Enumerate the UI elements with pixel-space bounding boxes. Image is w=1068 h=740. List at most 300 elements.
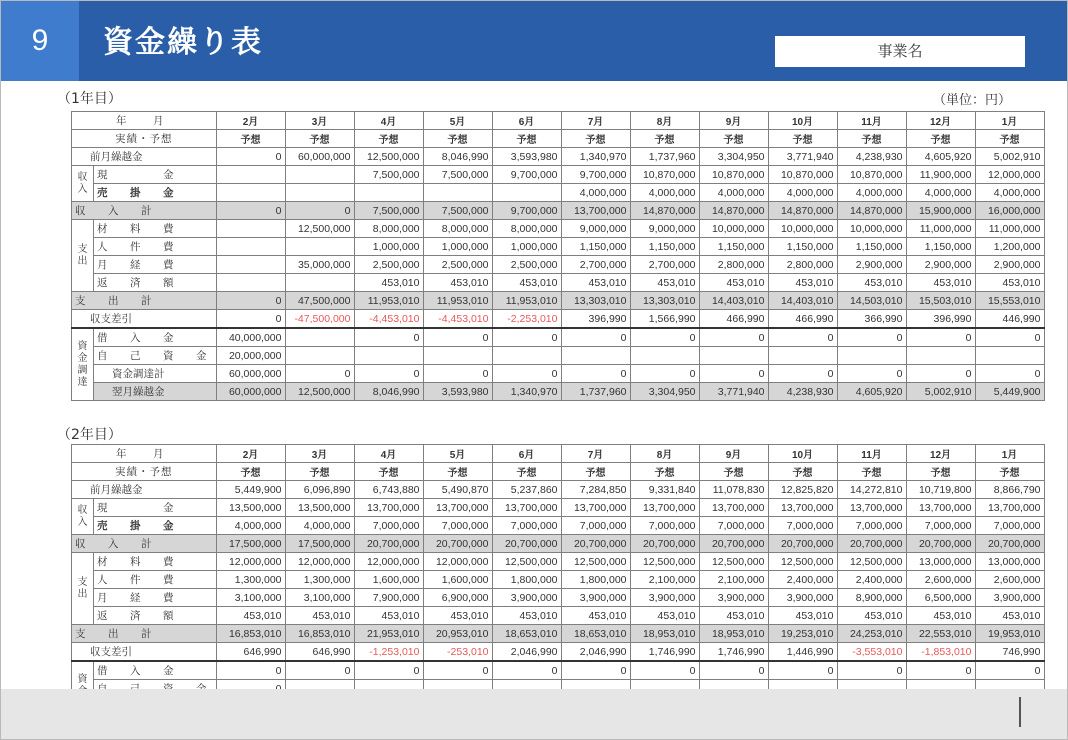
value-cell: 18,653,010 — [561, 625, 630, 643]
row-label-expense-total: 支 出 計 — [72, 625, 217, 643]
value-cell: 4,605,920 — [906, 148, 975, 166]
value-cell: 7,000,000 — [906, 517, 975, 535]
value-cell: 0 — [699, 365, 768, 383]
value-cell: 4,000,000 — [285, 517, 354, 535]
row-label-labor: 人 件 費 — [94, 571, 217, 589]
value-cell — [975, 347, 1044, 365]
value-cell: 5,449,900 — [975, 383, 1044, 401]
value-cell: 8,866,790 — [975, 481, 1044, 499]
value-cell: 20,700,000 — [975, 535, 1044, 553]
value-cell: 8,046,990 — [354, 383, 423, 401]
value-cell — [630, 347, 699, 365]
value-cell — [768, 347, 837, 365]
row-income-total — [72, 535, 1045, 553]
value-cell: 12,500,000 — [768, 553, 837, 571]
value-cell: 12,500,000 — [699, 553, 768, 571]
value-cell: 13,000,000 — [975, 553, 1044, 571]
value-cell: 0 — [561, 661, 630, 680]
value-cell: 1,340,970 — [492, 383, 561, 401]
row-label-material: 材 料 費 — [94, 553, 217, 571]
value-cell: 3,900,000 — [699, 589, 768, 607]
month-header: 6月 — [492, 445, 561, 463]
value-cell: 19,953,010 — [975, 625, 1044, 643]
value-cell: 17,500,000 — [285, 535, 354, 553]
value-cell: 453,010 — [837, 274, 906, 292]
value-cell — [285, 347, 354, 365]
value-cell: 0 — [285, 202, 354, 220]
value-cell: 13,700,000 — [492, 499, 561, 517]
forecast-label: 予想 — [423, 130, 492, 148]
value-cell: 11,078,830 — [699, 481, 768, 499]
value-cell: 13,700,000 — [561, 499, 630, 517]
fund-group-label: 資 — [72, 661, 94, 734]
value-cell: 0 — [906, 661, 975, 680]
value-cell: 0 — [216, 148, 285, 166]
value-cell: 0 — [216, 202, 285, 220]
forecast-label: 予想 — [630, 130, 699, 148]
value-cell: 9,700,000 — [492, 202, 561, 220]
value-cell: 366,990 — [837, 310, 906, 329]
value-cell: 14,870,000 — [699, 202, 768, 220]
value-cell: 7,000,000 — [423, 517, 492, 535]
value-cell: 0 — [768, 661, 837, 680]
value-cell: 0 — [699, 328, 768, 347]
value-cell: 7,500,000 — [423, 202, 492, 220]
row-monthly — [72, 256, 1045, 274]
value-cell: 12,500,000 — [492, 553, 561, 571]
value-cell: 0 — [285, 365, 354, 383]
value-cell: 14,870,000 — [837, 202, 906, 220]
value-cell: 1,150,000 — [837, 238, 906, 256]
row-label-cash: 現 金 — [94, 166, 217, 184]
value-cell: 4,000,000 — [906, 184, 975, 202]
type-label: 実績・予想 — [72, 463, 217, 481]
value-cell: 4,000,000 — [768, 184, 837, 202]
row-receivable — [72, 517, 1045, 535]
value-cell: 13,700,000 — [768, 499, 837, 517]
month-header: 3月 — [285, 445, 354, 463]
value-cell: 4,238,930 — [768, 383, 837, 401]
value-cell: 2,100,000 — [699, 571, 768, 589]
value-cell: 3,900,000 — [630, 589, 699, 607]
value-cell: 20,700,000 — [492, 535, 561, 553]
value-cell: 8,900,000 — [837, 589, 906, 607]
value-cell: 16,000,000 — [975, 202, 1044, 220]
value-cell: 2,800,000 — [768, 256, 837, 274]
value-cell: 646,990 — [216, 643, 285, 662]
value-cell: 3,900,000 — [561, 589, 630, 607]
value-cell: 20,700,000 — [423, 535, 492, 553]
value-cell: 13,700,000 — [423, 499, 492, 517]
value-cell: 1,746,990 — [699, 643, 768, 662]
value-cell — [354, 347, 423, 365]
value-cell: 5,002,910 — [906, 383, 975, 401]
row-label-balance: 収支差引 — [72, 310, 217, 329]
row-own — [72, 347, 1045, 365]
value-cell: 6,900,000 — [423, 589, 492, 607]
value-cell: 8,000,000 — [492, 220, 561, 238]
value-cell: 0 — [906, 365, 975, 383]
value-cell: 13,700,000 — [975, 499, 1044, 517]
value-cell: 1,737,960 — [561, 383, 630, 401]
value-cell — [492, 184, 561, 202]
value-cell: 4,000,000 — [216, 517, 285, 535]
value-cell — [699, 347, 768, 365]
value-cell: 7,500,000 — [423, 166, 492, 184]
row-label-material: 材 料 費 — [94, 220, 217, 238]
value-cell: 2,700,000 — [561, 256, 630, 274]
cashflow-table-year-1 — [71, 111, 1045, 401]
row-carry — [72, 148, 1045, 166]
row-label-repay: 返 済 額 — [94, 274, 217, 292]
value-cell: 0 — [975, 365, 1044, 383]
month-header: 2月 — [216, 112, 285, 130]
value-cell: 7,284,850 — [561, 481, 630, 499]
row-labor — [72, 238, 1045, 256]
value-cell: 0 — [699, 661, 768, 680]
value-cell: 20,700,000 — [630, 535, 699, 553]
value-cell: 0 — [837, 365, 906, 383]
row-label-next: 翌月繰越金 — [94, 383, 217, 401]
month-header: 2月 — [216, 445, 285, 463]
value-cell — [285, 274, 354, 292]
page-number: 9 — [1, 1, 79, 81]
value-cell: 10,870,000 — [699, 166, 768, 184]
forecast-label: 予想 — [837, 130, 906, 148]
row-carry — [72, 481, 1045, 499]
value-cell: -4,453,010 — [354, 310, 423, 329]
value-cell: 9,700,000 — [561, 166, 630, 184]
value-cell: 13,700,000 — [699, 499, 768, 517]
value-cell — [216, 166, 285, 184]
value-cell: 1,446,990 — [768, 643, 837, 662]
row-label-monthly: 月 経 費 — [94, 589, 217, 607]
row-monthly — [72, 589, 1045, 607]
value-cell: 6,096,890 — [285, 481, 354, 499]
value-cell: 18,953,010 — [630, 625, 699, 643]
value-cell — [561, 347, 630, 365]
value-cell: -1,853,010 — [906, 643, 975, 662]
value-cell: 10,000,000 — [699, 220, 768, 238]
value-cell: 0 — [423, 328, 492, 347]
row-balance — [72, 310, 1045, 329]
value-cell: -1,253,010 — [354, 643, 423, 662]
month-header: 9月 — [699, 445, 768, 463]
value-cell: 4,000,000 — [561, 184, 630, 202]
value-cell: -4,453,010 — [423, 310, 492, 329]
month-header: 1月 — [975, 112, 1044, 130]
value-cell: 453,010 — [837, 607, 906, 625]
value-cell: 1,150,000 — [906, 238, 975, 256]
value-cell: 8,046,990 — [423, 148, 492, 166]
value-cell: 12,500,000 — [561, 553, 630, 571]
value-cell: 746,990 — [975, 643, 1044, 662]
value-cell: 3,900,000 — [492, 589, 561, 607]
value-cell: 453,010 — [354, 274, 423, 292]
value-cell: 3,593,980 — [423, 383, 492, 401]
value-cell: 20,000,000 — [216, 347, 285, 365]
value-cell: 1,746,990 — [630, 643, 699, 662]
value-cell: 20,700,000 — [906, 535, 975, 553]
month-header: 5月 — [423, 445, 492, 463]
value-cell: 1,000,000 — [423, 238, 492, 256]
value-cell: 0 — [630, 661, 699, 680]
value-cell: 14,272,810 — [837, 481, 906, 499]
forecast-label: 予想 — [285, 463, 354, 481]
month-header-row — [72, 445, 1045, 463]
year-1-label: （1年目） — [57, 91, 122, 107]
row-cash — [72, 166, 1045, 184]
month-header: 10月 — [768, 445, 837, 463]
value-cell: 20,700,000 — [354, 535, 423, 553]
value-cell: 7,000,000 — [975, 517, 1044, 535]
row-label-own: 自 己 資 金 — [94, 347, 217, 365]
value-cell: 6,743,880 — [354, 481, 423, 499]
row-label-income-total: 収 入 計 — [72, 535, 217, 553]
value-cell: 3,771,940 — [768, 148, 837, 166]
value-cell: 12,000,000 — [423, 553, 492, 571]
value-cell: 2,800,000 — [699, 256, 768, 274]
value-cell: 20,700,000 — [561, 535, 630, 553]
value-cell: 11,900,000 — [906, 166, 975, 184]
value-cell: 5,490,870 — [423, 481, 492, 499]
value-cell — [354, 184, 423, 202]
value-cell: 21,953,010 — [354, 625, 423, 643]
value-cell: 14,870,000 — [768, 202, 837, 220]
value-cell: 10,000,000 — [837, 220, 906, 238]
value-cell: 453,010 — [630, 607, 699, 625]
forecast-label: 予想 — [285, 130, 354, 148]
value-cell: 14,503,010 — [837, 292, 906, 310]
month-header: 12月 — [906, 445, 975, 463]
value-cell — [423, 347, 492, 365]
forecast-label: 予想 — [630, 463, 699, 481]
value-cell: 10,870,000 — [630, 166, 699, 184]
row-repay — [72, 607, 1045, 625]
value-cell: 12,500,000 — [354, 148, 423, 166]
value-cell: 1,150,000 — [768, 238, 837, 256]
value-cell: 60,000,000 — [216, 383, 285, 401]
income-group-label: 収 入 — [72, 166, 94, 202]
type-label: 実績・予想 — [72, 130, 217, 148]
value-cell: 453,010 — [492, 607, 561, 625]
value-cell: 453,010 — [699, 607, 768, 625]
value-cell: 8,000,000 — [423, 220, 492, 238]
forecast-label: 予想 — [906, 463, 975, 481]
value-cell: 2,400,000 — [768, 571, 837, 589]
month-header: 5月 — [423, 112, 492, 130]
value-cell: 2,600,000 — [906, 571, 975, 589]
value-cell: 7,000,000 — [837, 517, 906, 535]
value-cell: 0 — [354, 365, 423, 383]
value-cell: 1,200,000 — [975, 238, 1044, 256]
value-cell: 3,100,000 — [285, 589, 354, 607]
value-cell: 10,719,800 — [906, 481, 975, 499]
header-bar — [1, 1, 1067, 81]
value-cell: 3,304,950 — [699, 148, 768, 166]
value-cell: 13,700,000 — [561, 202, 630, 220]
month-header-row — [72, 112, 1045, 130]
value-cell: 453,010 — [561, 607, 630, 625]
footer-band — [1, 689, 1067, 739]
value-cell: 0 — [216, 292, 285, 310]
value-cell: 13,700,000 — [906, 499, 975, 517]
value-cell: 1,737,960 — [630, 148, 699, 166]
row-label-income-total: 収 入 計 — [72, 202, 217, 220]
value-cell: 2,046,990 — [561, 643, 630, 662]
value-cell: 7,900,000 — [354, 589, 423, 607]
value-cell: 0 — [975, 328, 1044, 347]
value-cell: 7,500,000 — [354, 166, 423, 184]
value-cell: 446,990 — [975, 310, 1044, 329]
value-cell: 19,253,010 — [768, 625, 837, 643]
value-cell: 0 — [354, 661, 423, 680]
year-2-label: （2年目） — [57, 427, 122, 443]
value-cell: 453,010 — [216, 607, 285, 625]
value-cell: 11,000,000 — [975, 220, 1044, 238]
value-cell: 16,853,010 — [216, 625, 285, 643]
month-header: 7月 — [561, 445, 630, 463]
value-cell — [285, 184, 354, 202]
income-group-label: 収 入 — [72, 499, 94, 535]
month-header: 7月 — [561, 112, 630, 130]
value-cell: 4,000,000 — [975, 184, 1044, 202]
value-cell: 7,000,000 — [630, 517, 699, 535]
value-cell: 2,700,000 — [630, 256, 699, 274]
value-cell: 1,300,000 — [216, 571, 285, 589]
month-header: 1月 — [975, 445, 1044, 463]
value-cell: 11,953,010 — [423, 292, 492, 310]
value-cell: 9,000,000 — [630, 220, 699, 238]
forecast-label: 予想 — [492, 130, 561, 148]
value-cell: 4,238,930 — [837, 148, 906, 166]
forecast-label: 予想 — [216, 463, 285, 481]
value-cell: 12,000,000 — [975, 166, 1044, 184]
value-cell: 13,700,000 — [354, 499, 423, 517]
value-cell: 11,000,000 — [906, 220, 975, 238]
row-label-borrow: 借 入 金 — [94, 661, 217, 680]
row-material — [72, 553, 1045, 571]
value-cell: 0 — [906, 328, 975, 347]
value-cell: 1,340,970 — [561, 148, 630, 166]
value-cell — [216, 220, 285, 238]
value-cell: 0 — [561, 328, 630, 347]
value-cell: 3,593,980 — [492, 148, 561, 166]
value-cell: 8,000,000 — [354, 220, 423, 238]
value-cell: 3,900,000 — [975, 589, 1044, 607]
value-cell: 15,503,010 — [906, 292, 975, 310]
value-cell: 40,000,000 — [216, 328, 285, 347]
value-cell: 0 — [837, 328, 906, 347]
value-cell: 453,010 — [906, 274, 975, 292]
value-cell: 0 — [975, 661, 1044, 680]
forecast-label: 予想 — [699, 463, 768, 481]
value-cell: 2,400,000 — [837, 571, 906, 589]
row-label-labor: 人 件 費 — [94, 238, 217, 256]
value-cell: 35,000,000 — [285, 256, 354, 274]
value-cell: 24,253,010 — [837, 625, 906, 643]
value-cell: 5,449,900 — [216, 481, 285, 499]
row-next — [72, 383, 1045, 401]
value-cell — [216, 184, 285, 202]
row-label-balance: 収支差引 — [72, 643, 217, 662]
forecast-label: 予想 — [837, 463, 906, 481]
value-cell — [285, 328, 354, 347]
value-cell: -3,553,010 — [837, 643, 906, 662]
month-header: 12月 — [906, 112, 975, 130]
value-cell: 9,700,000 — [492, 166, 561, 184]
value-cell: 15,900,000 — [906, 202, 975, 220]
value-cell: 4,605,920 — [837, 383, 906, 401]
month-header: 8月 — [630, 112, 699, 130]
value-cell: 7,000,000 — [699, 517, 768, 535]
forecast-label: 予想 — [906, 130, 975, 148]
forecast-label: 予想 — [561, 463, 630, 481]
value-cell — [423, 184, 492, 202]
value-cell: 9,331,840 — [630, 481, 699, 499]
row-cash — [72, 499, 1045, 517]
value-cell: 0 — [768, 365, 837, 383]
row-borrow — [72, 661, 1045, 680]
row-label-borrow: 借 入 金 — [94, 328, 217, 347]
value-cell: 453,010 — [423, 607, 492, 625]
forecast-label: 予想 — [423, 463, 492, 481]
value-cell — [216, 256, 285, 274]
footer-marker — [1019, 697, 1021, 727]
value-cell: 1,150,000 — [630, 238, 699, 256]
value-cell: 0 — [768, 328, 837, 347]
value-cell: 10,870,000 — [837, 166, 906, 184]
business-name-field[interactable]: 事業名 — [775, 36, 1025, 67]
value-cell: 3,771,940 — [699, 383, 768, 401]
row-repay — [72, 274, 1045, 292]
value-cell: 9,000,000 — [561, 220, 630, 238]
month-header: 3月 — [285, 112, 354, 130]
value-cell: 14,403,010 — [768, 292, 837, 310]
value-cell: 2,100,000 — [630, 571, 699, 589]
value-cell: 13,500,000 — [216, 499, 285, 517]
value-cell: 2,900,000 — [975, 256, 1044, 274]
value-cell: 7,500,000 — [354, 202, 423, 220]
row-expense-total — [72, 292, 1045, 310]
value-cell: 16,853,010 — [285, 625, 354, 643]
value-cell: 7,000,000 — [768, 517, 837, 535]
value-cell: 2,500,000 — [423, 256, 492, 274]
row-label-receivable: 売 掛 金 — [94, 184, 217, 202]
value-cell: -47,500,000 — [285, 310, 354, 329]
value-cell: 47,500,000 — [285, 292, 354, 310]
value-cell: 0 — [492, 365, 561, 383]
value-cell: 4,000,000 — [699, 184, 768, 202]
value-cell: 0 — [216, 310, 285, 329]
value-cell: 2,046,990 — [492, 643, 561, 662]
row-material — [72, 220, 1045, 238]
forecast-label: 予想 — [354, 463, 423, 481]
row-label-cash: 現 金 — [94, 499, 217, 517]
value-cell: 1,600,000 — [423, 571, 492, 589]
value-cell — [285, 238, 354, 256]
row-labor — [72, 571, 1045, 589]
value-cell: 1,150,000 — [561, 238, 630, 256]
value-cell: 14,870,000 — [630, 202, 699, 220]
value-cell: 11,953,010 — [492, 292, 561, 310]
row-label-carry: 前月繰越金 — [72, 481, 217, 499]
value-cell: 12,500,000 — [837, 553, 906, 571]
forecast-label: 予想 — [354, 130, 423, 148]
value-cell: 5,002,910 — [975, 148, 1044, 166]
month-label: 年 月 — [72, 112, 217, 130]
value-cell: 4,000,000 — [837, 184, 906, 202]
